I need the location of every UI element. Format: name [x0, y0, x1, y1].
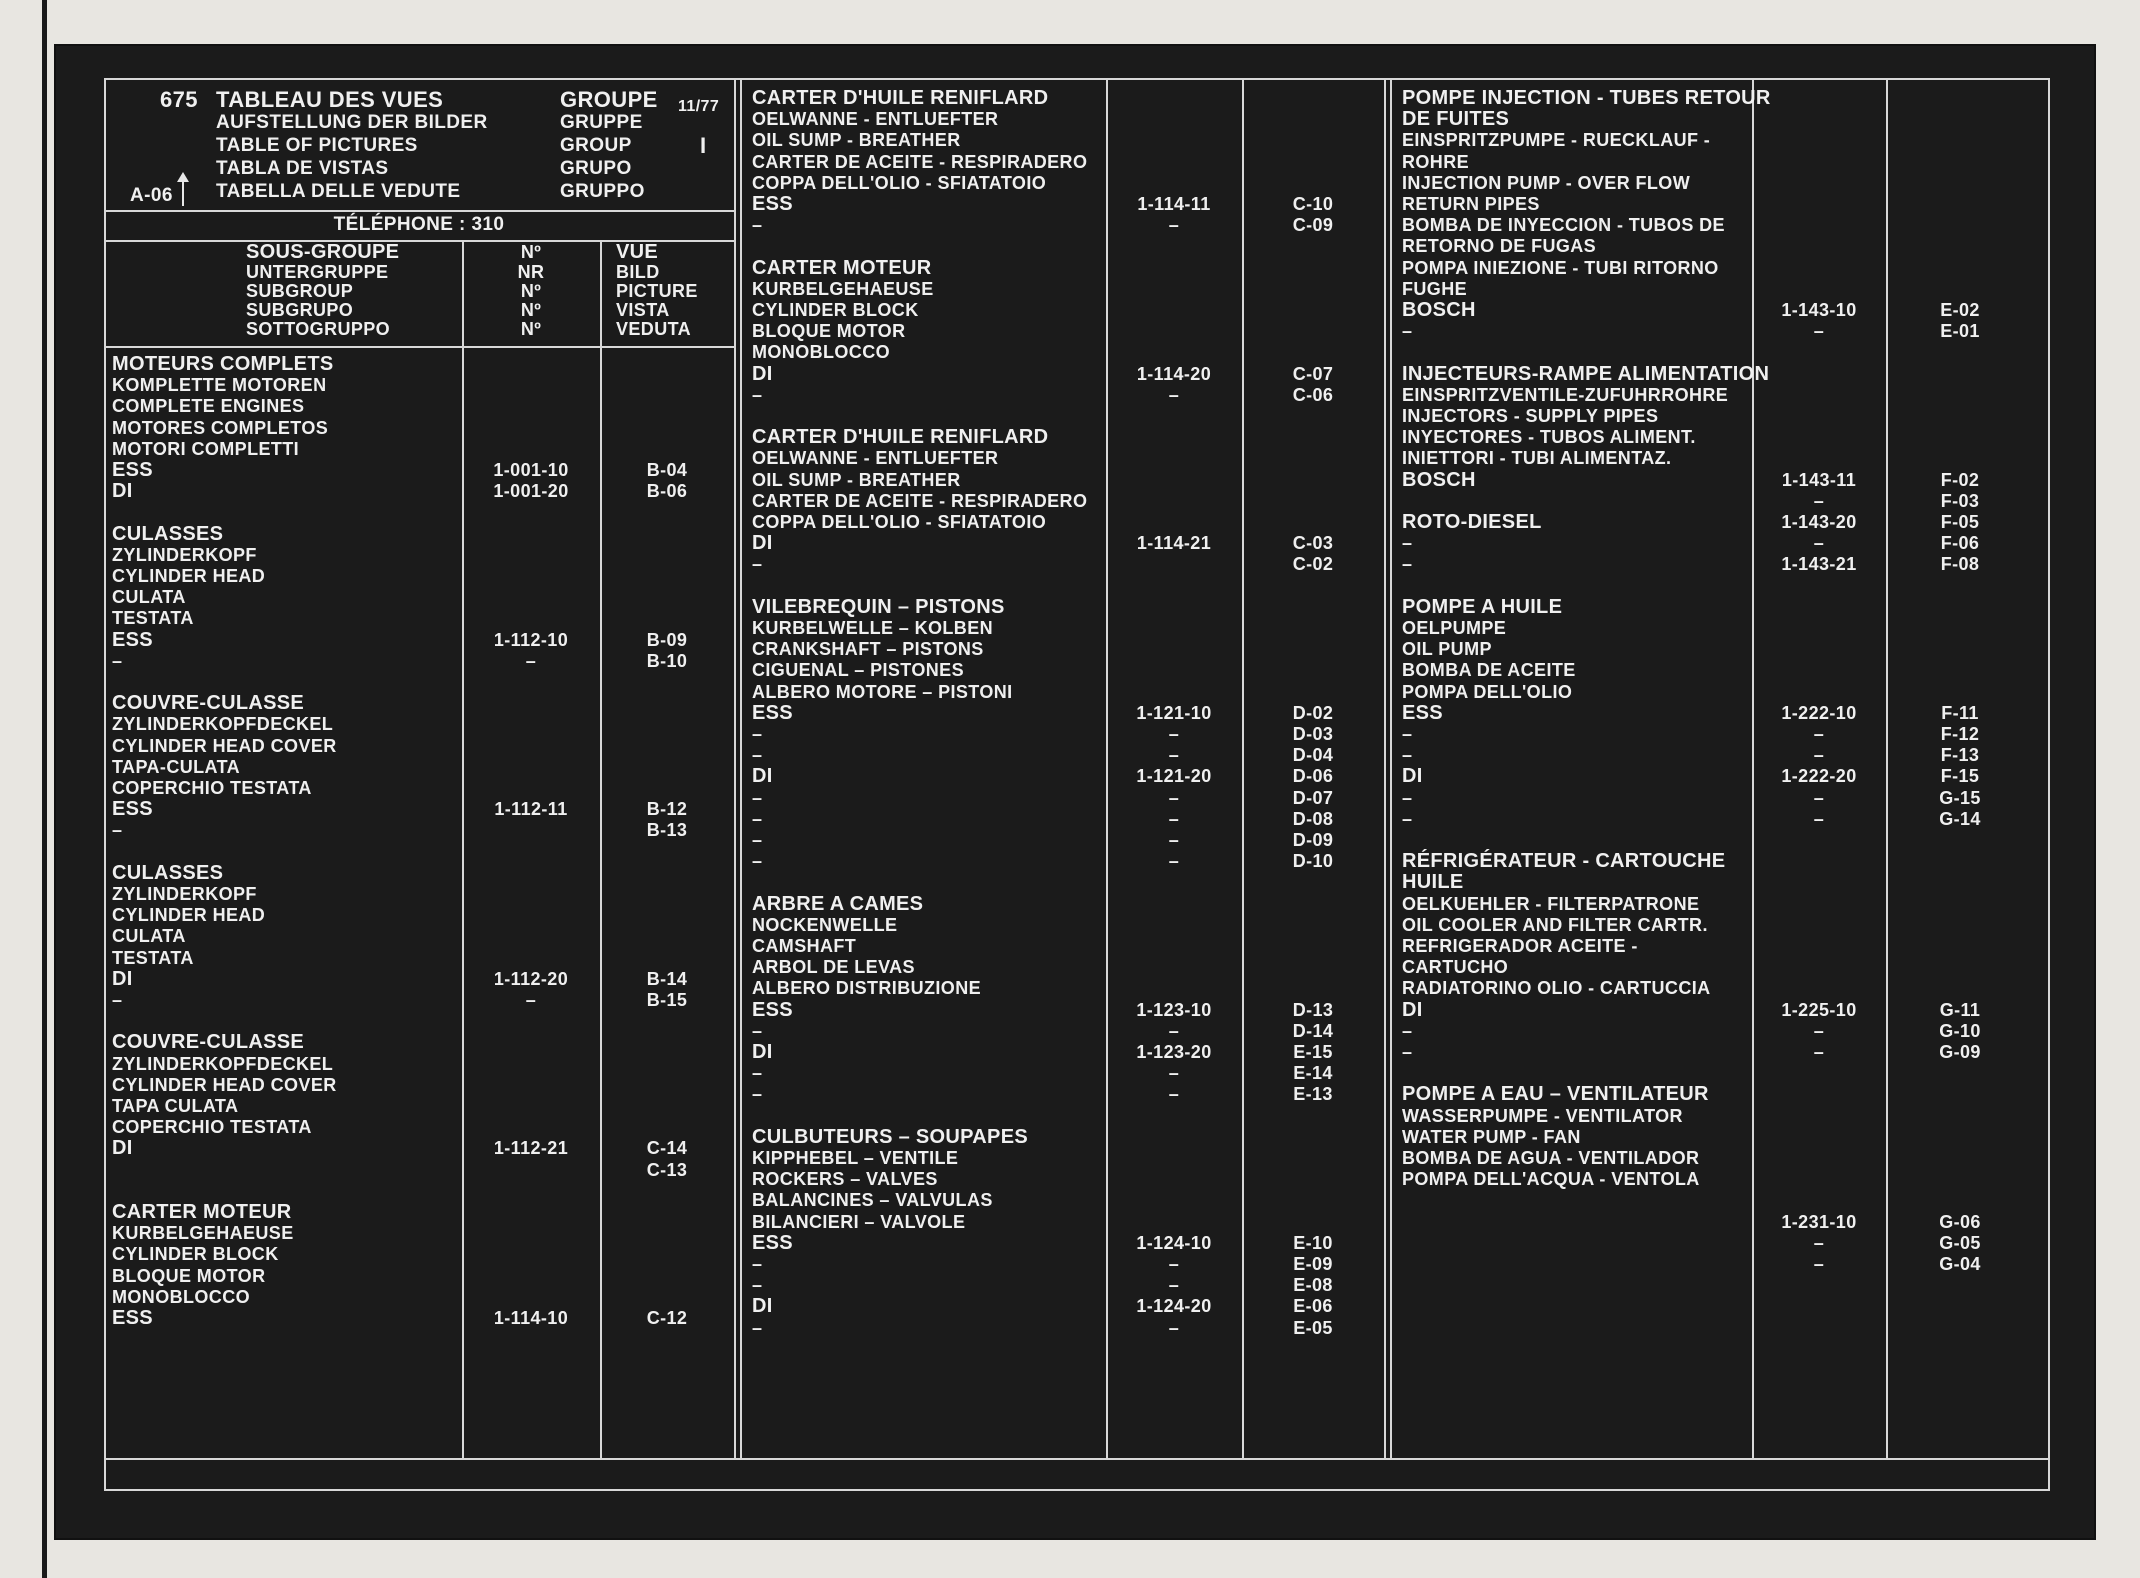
entry-description: HUILE — [1402, 871, 1464, 894]
entry-view-ref: E-10 — [1293, 1232, 1333, 1253]
entry-description: COPERCHIO TESTATA — [112, 778, 312, 798]
entry-description: BOSCH — [1402, 299, 1476, 321]
entry-part-number: – — [1168, 808, 1180, 829]
entry-description: DE FUITES — [1402, 108, 1510, 131]
entry-view-ref: D-02 — [1292, 702, 1334, 723]
entry-part-number: – — [1168, 1254, 1180, 1274]
entry-part-number: – — [1813, 1254, 1825, 1274]
entry-description: DI — [1402, 998, 1423, 1021]
entry-view-ref: C-14 — [646, 1138, 688, 1159]
entry-description: COUVRE-CULASSE — [112, 1031, 304, 1054]
entry-description: CYLINDER HEAD — [112, 905, 266, 926]
entry-description: INIETTORI - TUBI ALIMENTAZ. — [1402, 448, 1672, 469]
up-arrow-icon — [182, 180, 184, 206]
entry-description: ALBERO MOTORE – PISTONI — [752, 681, 1013, 702]
entry-part-number: – — [1168, 1084, 1180, 1105]
number-header-it: Nº — [520, 319, 542, 339]
entry-description: CIGUENAL – PISTONES — [752, 660, 964, 681]
entry-part-number: 1-112-11 — [494, 799, 568, 820]
entry-description: – — [752, 1317, 763, 1338]
entry-part-number: 1-121-20 — [1136, 766, 1212, 787]
entry-view-ref: C-02 — [1292, 554, 1334, 575]
entry-part-number: 1-225-10 — [1781, 999, 1857, 1020]
entry-description: VILEBREQUIN – PISTONS — [752, 595, 1005, 618]
entry-part-number: – — [1813, 1232, 1825, 1253]
entry-part-number: – — [1168, 1275, 1180, 1296]
entry-description: MONOBLOCCO — [752, 342, 890, 363]
entry-description: CARTER DE ACEITE - RESPIRADERO — [752, 151, 1088, 172]
entry-view-ref: B-06 — [646, 481, 688, 502]
entry-part-number: – — [1813, 808, 1825, 829]
entry-view-ref: F-02 — [1940, 469, 1980, 490]
issue-date: 11/77 — [678, 98, 720, 115]
entry-view-ref: E-15 — [1293, 1042, 1333, 1062]
entry-view-ref: C-09 — [1292, 215, 1334, 236]
entry-description: TAPA-CULATA — [112, 756, 241, 777]
col1-sep-a — [462, 240, 464, 1458]
reference-code: A-06 — [130, 185, 173, 206]
entry-description: WATER PUMP - FAN — [1402, 1126, 1581, 1147]
entry-description: CULATA — [112, 587, 186, 608]
entry-description: ZYLINDERKOPF — [112, 544, 257, 565]
entry-part-number: – — [1168, 384, 1180, 405]
subgroup-header-en: SUBGROUP — [246, 281, 354, 301]
entry-view-ref: F-08 — [1940, 554, 1980, 575]
entry-description: – — [752, 787, 763, 808]
entry-view-ref: G-06 — [1939, 1211, 1981, 1232]
entry-description: OELWANNE - ENTLUEFTER — [752, 448, 999, 469]
entry-part-number: 1-143-11 — [1781, 469, 1857, 490]
entry-description: CAMSHAFT — [752, 936, 857, 956]
group-es: GRUPO — [560, 158, 632, 179]
entry-view-ref: G-14 — [1939, 808, 1981, 829]
entry-part-number: 1-143-21 — [1781, 554, 1857, 575]
group-fr: GROUPE — [560, 87, 658, 112]
entry-view-ref: F-05 — [1940, 512, 1980, 532]
title-de: AUFSTELLUNG DER BILDER — [216, 112, 488, 133]
entry-description: – — [112, 650, 123, 671]
entry-description: OIL COOLER AND FILTER CARTR. — [1402, 914, 1708, 935]
entry-view-ref: D-10 — [1292, 851, 1334, 872]
entry-view-ref: E-01 — [1940, 321, 1980, 342]
group-en: GROUP — [560, 135, 632, 156]
entry-view-ref: C-10 — [1292, 194, 1334, 214]
entry-description: – — [1402, 745, 1413, 766]
entry-part-number: – — [1168, 215, 1180, 236]
entry-description: TESTATA — [112, 608, 194, 629]
entry-part-number: 1-114-10 — [493, 1308, 569, 1328]
entry-description: – — [1402, 787, 1413, 808]
entry-view-ref: B-04 — [646, 460, 688, 480]
entry-description: OELPUMPE — [1402, 618, 1507, 638]
entry-description: CARTER DE ACEITE - RESPIRADERO — [752, 490, 1088, 511]
bottom-rule — [104, 1458, 2050, 1460]
entry-view-ref: F-03 — [1940, 490, 1980, 511]
number-header-fr: Nº — [520, 242, 542, 262]
entry-part-number: 1-143-10 — [1781, 300, 1857, 320]
entry-part-number: 1-001-10 — [493, 460, 569, 480]
entry-description: ESS — [752, 701, 793, 724]
entry-part-number: – — [1168, 724, 1180, 744]
entry-description: – — [112, 820, 123, 841]
entry-description: – — [752, 851, 763, 872]
entry-part-number: – — [1813, 1042, 1825, 1062]
entry-description: – — [752, 384, 763, 405]
entry-view-ref: E-14 — [1293, 1063, 1333, 1084]
entry-description: COMPLETE ENGINES — [112, 396, 305, 417]
entry-part-number: – — [525, 990, 537, 1010]
entry-part-number: 1-143-20 — [1781, 512, 1857, 532]
entry-view-ref: D-04 — [1292, 745, 1334, 766]
entry-description: – — [752, 724, 763, 744]
entry-description: COPPA DELL'OLIO - SFIATATOIO — [752, 172, 1047, 193]
entry-view-ref: F-06 — [1940, 533, 1980, 554]
entry-view-ref: E-06 — [1293, 1296, 1333, 1317]
entry-part-number: 1-123-10 — [1136, 999, 1212, 1020]
entry-description: CULASSES — [112, 522, 224, 545]
entry-description: ALBERO DISTRIBUZIONE — [752, 978, 982, 999]
entry-description: BOMBA DE INYECCION - TUBOS DE — [1402, 215, 1725, 236]
entry-description: OELKUEHLER - FILTERPATRONE — [1402, 893, 1700, 914]
entry-description: POMPA INIEZIONE - TUBI RITORNO — [1402, 257, 1719, 278]
entry-description: CYLINDER BLOCK — [752, 300, 919, 320]
entry-description: ARBRE A CAMES — [752, 892, 924, 915]
entry-description: – — [1402, 533, 1413, 554]
entry-description: OIL PUMP — [1402, 639, 1492, 660]
entry-view-ref: F-12 — [1940, 724, 1980, 744]
entry-description: – — [112, 990, 123, 1010]
entry-view-ref: B-12 — [646, 799, 688, 820]
entry-description: – — [752, 1063, 763, 1084]
view-header-fr: VUE — [616, 241, 659, 263]
entry-description: BLOQUE MOTOR — [752, 321, 906, 342]
entry-description: CYLINDER BLOCK — [112, 1244, 279, 1265]
entry-view-ref: B-10 — [646, 650, 688, 671]
entry-description: – — [1402, 1042, 1413, 1062]
entry-description: ESS — [112, 1307, 153, 1329]
entry-view-ref: C-03 — [1292, 533, 1334, 554]
entry-part-number: – — [1168, 745, 1180, 766]
entry-description: DI — [752, 765, 773, 788]
subgroup-header-it: SOTTOGRUPPO — [246, 319, 391, 339]
entry-description: MOTORES COMPLETOS — [112, 417, 329, 438]
entry-description: – — [1402, 554, 1413, 575]
entry-description: POMPE A EAU – VENTILATEUR — [1402, 1083, 1709, 1106]
entry-description: BOSCH — [1402, 468, 1476, 491]
entry-description: EINSPRITZPUMPE - RUECKLAUF - — [1402, 130, 1711, 151]
entry-view-ref: E-05 — [1293, 1317, 1333, 1338]
parts-catalog-sheet — [56, 46, 2094, 1538]
entry-description: MOTORI COMPLETTI — [112, 438, 300, 459]
entry-description: FUGHE — [1402, 278, 1467, 299]
view-header-de: BILD — [616, 262, 660, 282]
entry-description: – — [752, 215, 763, 236]
col-divider-1b — [740, 78, 742, 1458]
entry-description: COPERCHIO TESTATA — [112, 1117, 312, 1138]
entry-view-ref: D-13 — [1292, 999, 1334, 1020]
group-it: GRUPPO — [560, 181, 645, 202]
entry-description: ESS — [112, 628, 153, 651]
entry-part-number: – — [1168, 1020, 1180, 1041]
entry-part-number: 1-222-20 — [1781, 766, 1857, 787]
entry-description: NOCKENWELLE — [752, 914, 898, 935]
entry-description: MONOBLOCCO — [112, 1286, 250, 1307]
page-number: 675 — [160, 87, 198, 112]
number-header-en: Nº — [520, 281, 542, 301]
entry-part-number: 1-124-20 — [1136, 1296, 1212, 1317]
entry-description: CARTER D'HUILE RENIFLARD — [752, 426, 1049, 449]
entry-description: INYECTORES - TUBOS ALIMENT. — [1402, 427, 1696, 448]
entry-view-ref: G-15 — [1939, 787, 1981, 808]
entry-part-number: – — [1168, 851, 1180, 872]
entry-description: TESTATA — [112, 947, 194, 968]
entry-description: DI — [1402, 765, 1423, 788]
entry-description: DI — [752, 1041, 773, 1063]
col-divider-2a — [1384, 78, 1386, 1458]
entry-view-ref: D-08 — [1292, 808, 1334, 829]
entry-description: KOMPLETTE MOTOREN — [112, 375, 327, 396]
entry-view-ref: C-13 — [646, 1159, 688, 1180]
subgroup-header-es: SUBGRUPO — [246, 300, 354, 320]
entry-description: ROTO-DIESEL — [1402, 511, 1542, 533]
entry-description: ESS — [752, 193, 793, 215]
film-edge-line — [42, 0, 47, 1578]
entry-description: – — [752, 1275, 763, 1296]
entry-view-ref: E-09 — [1293, 1254, 1333, 1274]
entry-part-number: – — [1813, 321, 1825, 342]
entry-description: OIL SUMP - BREATHER — [752, 469, 961, 490]
entry-description: ESS — [112, 798, 153, 821]
entry-description: INJECTEURS-RAMPE ALIMENTATION — [1402, 362, 1770, 385]
col-divider-1a — [734, 78, 736, 1458]
entry-part-number: 1-112-20 — [493, 968, 569, 989]
entry-view-ref: D-14 — [1292, 1020, 1334, 1041]
entry-part-number: 1-114-20 — [1136, 363, 1212, 384]
entry-description: – — [752, 554, 763, 575]
entry-description: ARBOL DE LEVAS — [752, 957, 915, 978]
entry-part-number: – — [1813, 533, 1825, 554]
view-header-en: PICTURE — [616, 281, 698, 301]
entry-part-number: 1-231-10 — [1781, 1211, 1857, 1232]
entry-description: KURBELGEHAEUSE — [112, 1223, 294, 1244]
entry-view-ref: G-09 — [1939, 1042, 1981, 1062]
entry-view-ref: E-08 — [1293, 1275, 1333, 1296]
entry-description: ZYLINDERKOPFDECKEL — [112, 714, 334, 735]
entry-description: CYLINDER HEAD — [112, 566, 266, 586]
entry-description: BOMBA DE ACEITE — [1402, 660, 1576, 681]
entry-description: – — [752, 830, 763, 850]
entry-view-ref: D-07 — [1292, 787, 1334, 808]
entry-description: CARTER MOTEUR — [752, 256, 932, 279]
title-en: TABLE OF PICTURES — [216, 135, 418, 156]
entry-description: EINSPRITZVENTILE-ZUFUHRROHRE — [1402, 384, 1729, 405]
entry-description: CYLINDER HEAD COVER — [112, 1074, 337, 1095]
entry-part-number: – — [1813, 490, 1825, 511]
entry-view-ref: G-05 — [1939, 1232, 1981, 1253]
entry-part-number: 1-222-10 — [1781, 702, 1857, 723]
entry-part-number: – — [1168, 830, 1180, 850]
entry-part-number: – — [1813, 745, 1825, 766]
entry-part-number: – — [525, 650, 537, 671]
entry-description: DI — [112, 1137, 133, 1160]
entry-description: INJECTORS - SUPPLY PIPES — [1402, 406, 1659, 426]
col1-sep-b — [600, 240, 602, 1458]
entry-view-ref: E-13 — [1293, 1084, 1333, 1105]
entry-description: OELWANNE - ENTLUEFTER — [752, 109, 999, 130]
entry-description: – — [752, 1020, 763, 1041]
entry-description: MOTEURS COMPLETS — [112, 353, 334, 375]
entry-description: CULATA — [112, 926, 186, 947]
entry-description: BILANCIERI – VALVOLE — [752, 1211, 966, 1232]
entry-description: OIL SUMP - BREATHER — [752, 130, 961, 151]
entry-description: INJECTION PUMP - OVER FLOW — [1402, 172, 1691, 193]
entry-description: COPPA DELL'OLIO - SFIATATOIO — [752, 512, 1047, 532]
entry-part-number: 1-001-20 — [493, 481, 569, 502]
entry-view-ref: B-13 — [646, 820, 688, 841]
entry-view-ref: C-07 — [1292, 363, 1334, 384]
entry-description: WASSERPUMPE - VENTILATOR — [1402, 1105, 1683, 1126]
entry-description: ROHRE — [1402, 151, 1470, 172]
entry-part-number: 1-112-10 — [493, 629, 569, 650]
telephone-label: TÉLÉPHONE : 310 — [333, 214, 505, 235]
entry-view-ref: G-10 — [1939, 1020, 1981, 1041]
entry-view-ref: E-02 — [1940, 300, 1980, 320]
group-de: GRUPPE — [560, 112, 643, 133]
entry-part-number: – — [1813, 724, 1825, 744]
group-number: I — [700, 133, 707, 158]
number-header-de: NR — [517, 262, 545, 282]
subgroup-header-fr: SOUS-GROUPE — [246, 241, 400, 263]
entry-description: – — [752, 745, 763, 766]
entry-part-number: 1-114-21 — [1136, 533, 1212, 554]
entry-description: POMPA DELL'ACQUA - VENTOLA — [1402, 1169, 1700, 1190]
entry-description: – — [1402, 724, 1413, 744]
entry-description: BLOQUE MOTOR — [112, 1265, 266, 1286]
entry-view-ref: D-09 — [1292, 830, 1334, 850]
entry-description: KURBELWELLE – KOLBEN — [752, 618, 994, 638]
entry-description: ESS — [112, 459, 153, 481]
title-it: TABELLA DELLE VEDUTE — [216, 181, 461, 202]
entry-description: RÉFRIGÉRATEUR - CARTOUCHE — [1402, 850, 1726, 873]
entry-description: ESS — [1402, 701, 1443, 724]
entry-description: CARTUCHO — [1402, 957, 1509, 978]
entry-part-number: 1-124-10 — [1136, 1232, 1212, 1253]
entry-description: CULBUTEURS – SOUPAPES — [752, 1125, 1028, 1148]
number-header-es: Nº — [520, 300, 542, 320]
entry-description: ZYLINDERKOPFDECKEL — [112, 1053, 334, 1074]
entry-description: ESS — [752, 1231, 793, 1254]
entry-description: POMPE INJECTION - TUBES RETOUR — [1402, 87, 1771, 109]
entry-description: DI — [112, 480, 133, 503]
entry-description: RETURN PIPES — [1402, 194, 1540, 214]
entry-description: DI — [752, 362, 773, 385]
entry-view-ref: G-11 — [1939, 999, 1981, 1020]
view-header-es: VISTA — [616, 300, 670, 320]
entry-description: RETORNO DE FUGAS — [1402, 236, 1597, 257]
title-fr: TABLEAU DES VUES — [216, 87, 444, 112]
entry-description: – — [752, 1254, 763, 1274]
entry-description: – — [1402, 1020, 1413, 1041]
entry-view-ref: B-09 — [646, 629, 688, 650]
entry-description: ZYLINDERKOPF — [112, 884, 257, 904]
entry-description: RADIATORINO OLIO - CARTUCCIA — [1402, 978, 1711, 999]
entry-description: CYLINDER HEAD COVER — [112, 735, 337, 756]
entry-view-ref: D-06 — [1292, 766, 1334, 787]
entry-description: TAPA CULATA — [112, 1096, 239, 1116]
entry-description: COUVRE-CULASSE — [112, 692, 304, 715]
entry-description: DI — [112, 967, 133, 990]
entry-part-number: 1-123-20 — [1136, 1042, 1212, 1062]
subgroup-header-de: UNTERGRUPPE — [246, 262, 389, 282]
entry-view-ref: B-14 — [646, 968, 688, 989]
entry-description: POMPA DELL'OLIO — [1402, 681, 1573, 702]
entry-description: BALANCINES – VALVULAS — [752, 1190, 993, 1211]
col-divider-2b — [1390, 78, 1392, 1458]
entry-description: BOMBA DE AGUA - VENTILADOR — [1402, 1148, 1700, 1168]
entry-view-ref: B-15 — [646, 990, 688, 1010]
entry-description: DI — [752, 532, 773, 555]
view-header-it: VEDUTA — [616, 319, 692, 339]
entry-description: CRANKSHAFT – PISTONS — [752, 639, 984, 660]
entry-view-ref: G-04 — [1939, 1254, 1981, 1274]
entry-part-number: 1-121-10 — [1136, 702, 1212, 723]
entry-description: ROCKERS – VALVES — [752, 1169, 938, 1190]
entry-description: KURBELGEHAEUSE — [752, 278, 934, 299]
entry-part-number: – — [1168, 787, 1180, 808]
entry-description: – — [752, 808, 763, 829]
entry-description: REFRIGERADOR ACEITE - — [1402, 936, 1638, 956]
entry-view-ref: D-03 — [1292, 724, 1334, 744]
entry-description: DI — [752, 1295, 773, 1318]
entry-view-ref: C-12 — [646, 1308, 688, 1328]
entry-description: KIPPHEBEL – VENTILE — [752, 1148, 959, 1168]
entry-description: CULASSES — [112, 861, 224, 884]
header-rule-1 — [104, 210, 734, 212]
entry-description: CARTER D'HUILE RENIFLARD — [752, 87, 1049, 109]
entry-description: – — [1402, 321, 1413, 342]
entry-description: ESS — [752, 998, 793, 1021]
entry-description: – — [752, 1084, 763, 1105]
entry-view-ref: F-13 — [1940, 745, 1980, 766]
entry-part-number: – — [1813, 787, 1825, 808]
entry-view-ref: C-06 — [1292, 384, 1334, 405]
title-es: TABLA DE VISTAS — [216, 158, 389, 179]
entry-part-number: 1-114-11 — [1137, 194, 1211, 214]
entry-view-ref: F-11 — [1941, 702, 1979, 723]
entry-view-ref: F-15 — [1940, 766, 1980, 787]
entry-part-number: – — [1813, 1020, 1825, 1041]
entry-part-number: – — [1168, 1317, 1180, 1338]
entry-part-number: 1-112-21 — [493, 1138, 569, 1159]
entry-description: POMPE A HUILE — [1402, 595, 1563, 618]
entry-part-number: – — [1168, 1063, 1180, 1084]
header-rule-3 — [104, 346, 734, 348]
entry-description: – — [1402, 808, 1413, 829]
entry-description: CARTER MOTEUR — [112, 1201, 292, 1223]
